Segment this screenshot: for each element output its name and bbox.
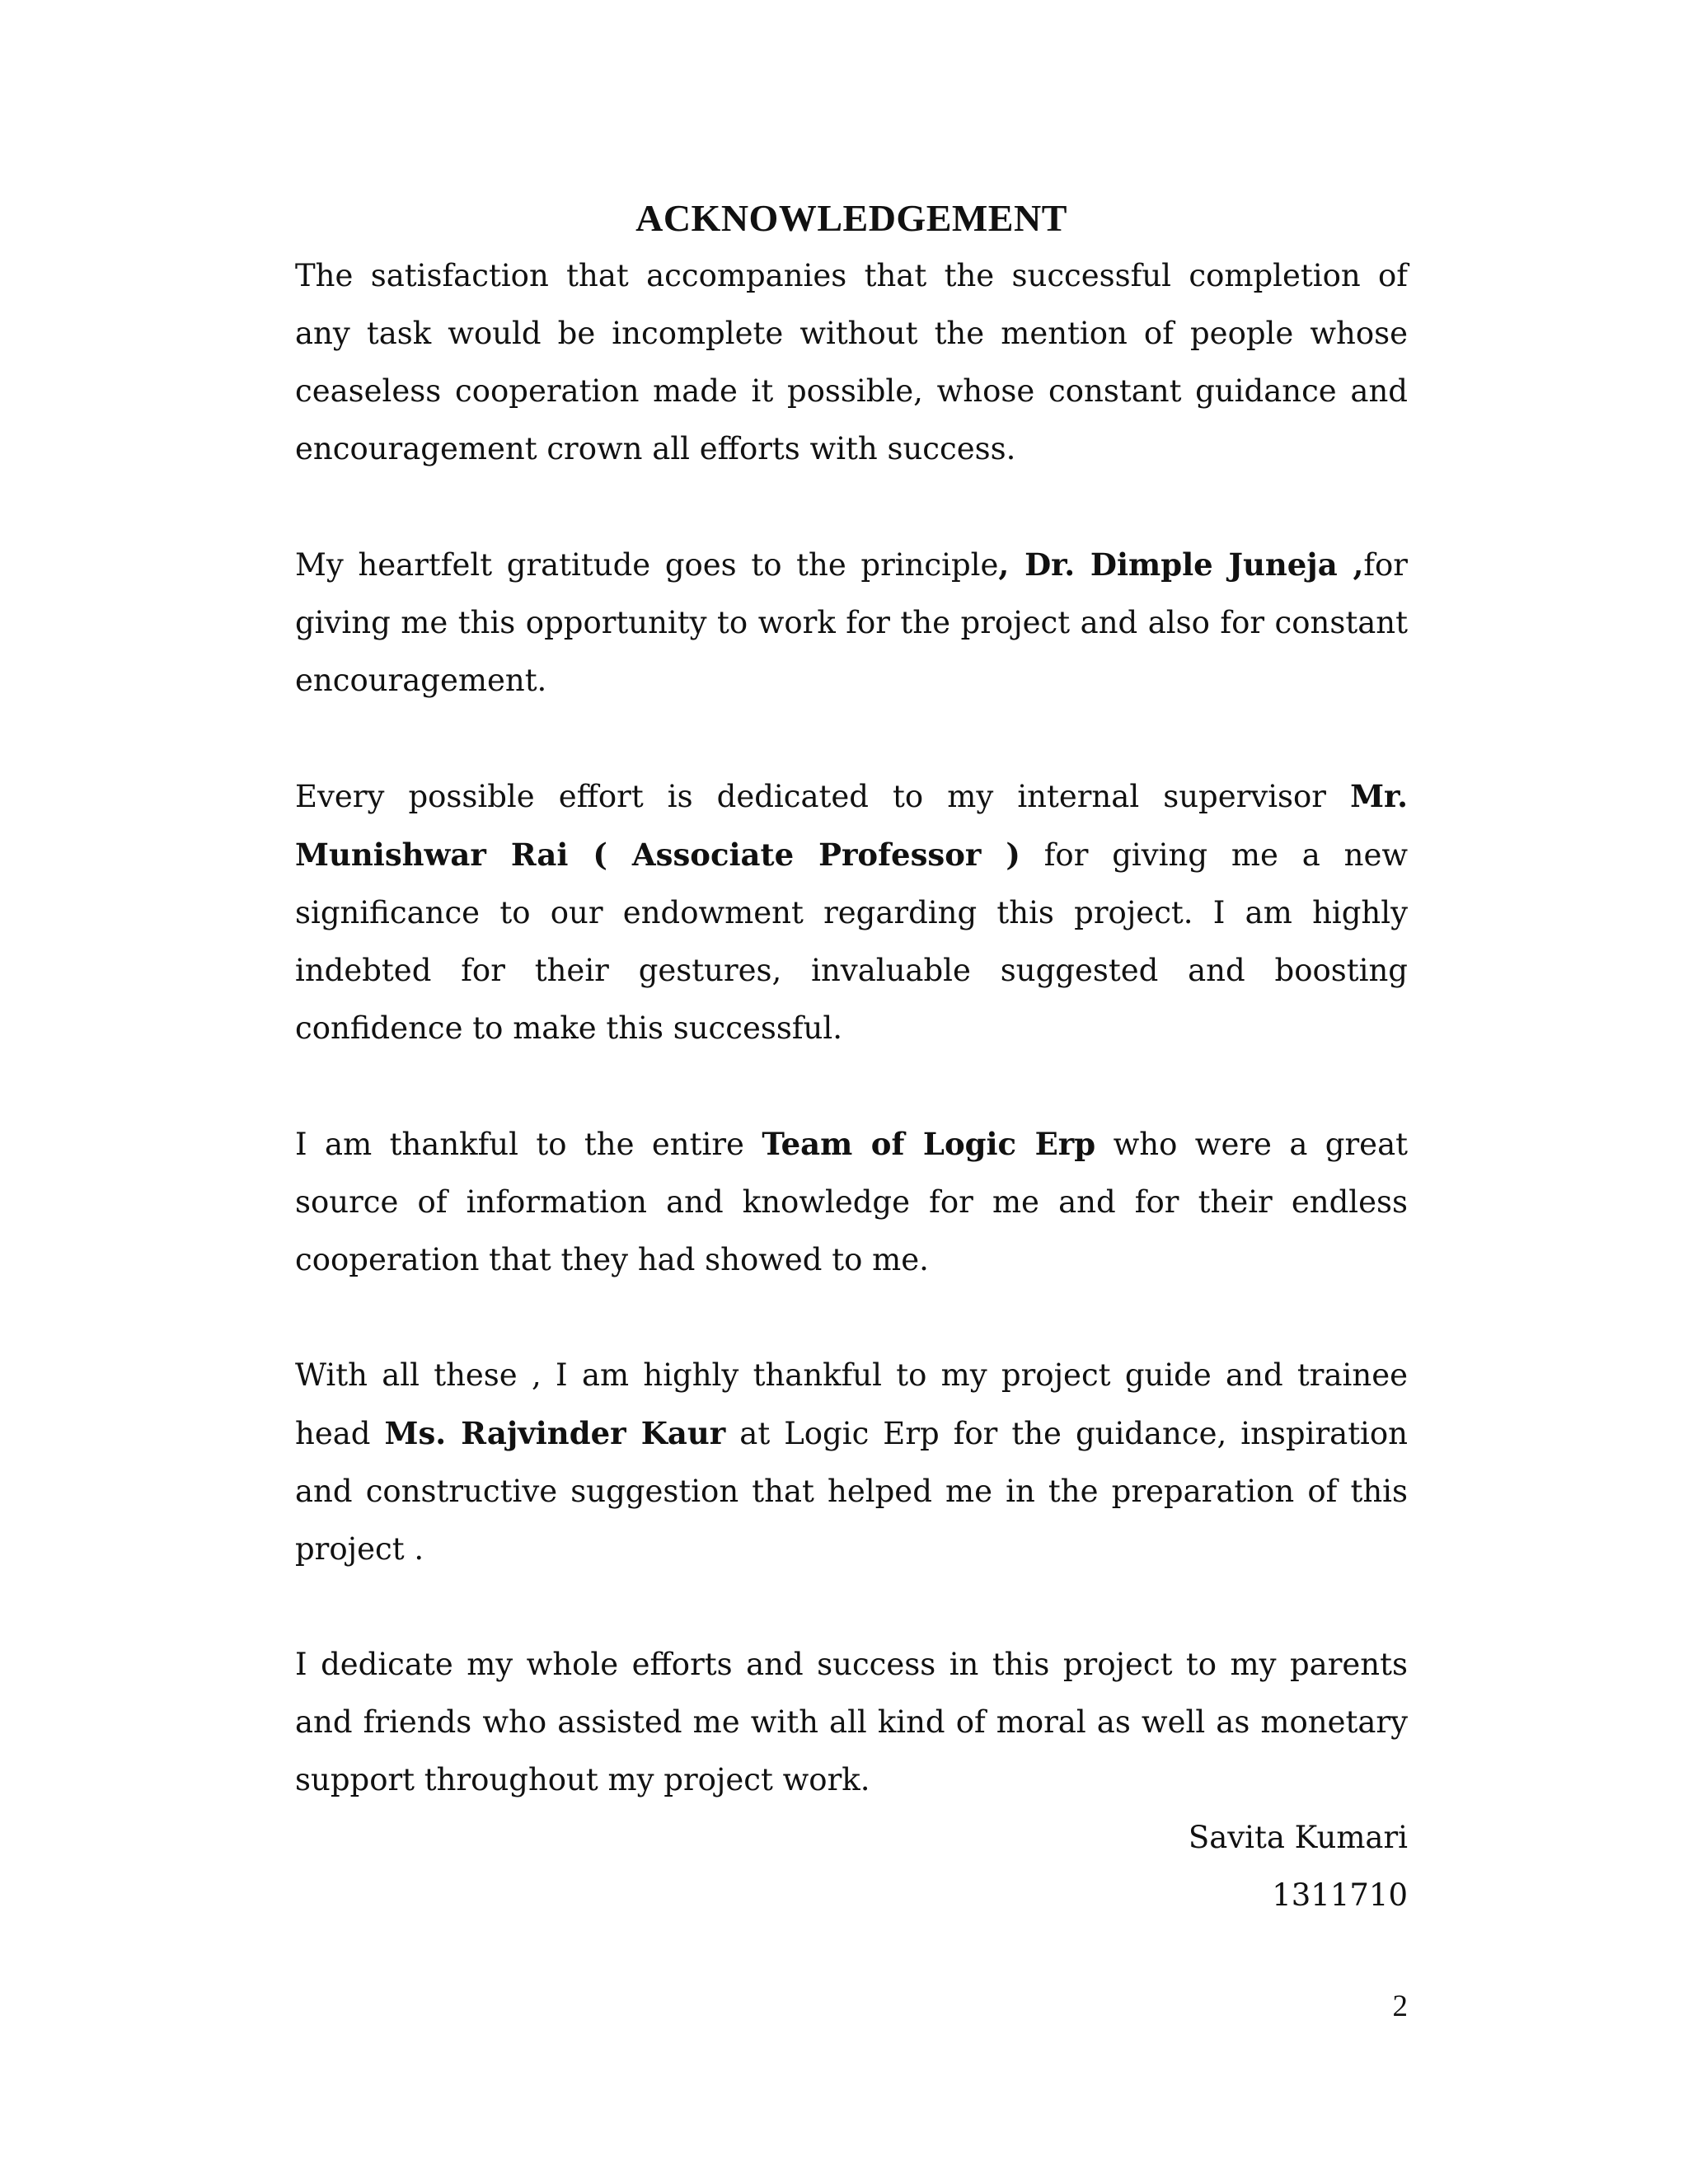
- page-content: [295, 190, 1408, 1924]
- paragraph-team-text-after: who were a great source of information and knowledge for me and for their endless cooperation that they had showed to me.: [295, 1127, 1408, 1277]
- paragraph-supervisor-text-before: Every possible effort is dedicated to my internal supervisor: [295, 779, 1351, 814]
- page-number: 2: [1392, 1990, 1408, 2023]
- team-name: Team of Logic Erp: [762, 1126, 1096, 1162]
- signature-id: 1311710: [1272, 1877, 1408, 1913]
- paragraph-principal-text-before: My heartfelt gratitude goes to the principle: [295, 547, 999, 583]
- paragraph-guide-text-before: With all these , I am highly thankful to my project guide and trainee head: [295, 1357, 1408, 1451]
- paragraph-supervisor: [295, 767, 1408, 1057]
- paragraph-guide-text-after: at Logic Erp for the guidance, inspiration and constructive suggestion that helped me in the preparation of this project .: [295, 1416, 1408, 1567]
- guide-name: Ms. Rajvinder Kaur: [384, 1415, 726, 1451]
- page-title: ACKNOWLEDGEMENT: [635, 197, 1067, 239]
- paragraph-team-text-before: I am thankful to the entire: [295, 1127, 762, 1162]
- signature-block: [295, 1809, 1408, 1924]
- signature-name: Savita Kumari: [1188, 1820, 1408, 1855]
- paragraph-principal-text-after: for giving me this opportunity to work for the project and also for constant encouragement.: [295, 547, 1408, 698]
- paragraph-guide: [295, 1347, 1408, 1578]
- paragraph-intro: The satisfaction that accompanies that the successful completion of any task would be incomplete without the mention of people whose ceaseless cooperation made it possible, whose constant guidance and encouragement crown all efforts with success.: [295, 258, 1408, 466]
- paragraph-team: [295, 1115, 1408, 1289]
- paragraph-dedication: I dedicate my whole efforts and success in this project to my parents and friends who assisted me with all kind of moral as well as monetary support throughout my project work.: [295, 1647, 1408, 1797]
- paragraph-principal: [295, 536, 1408, 710]
- principal-name: , Dr. Dimple Juneja ,: [998, 546, 1364, 583]
- paragraph-supervisor-text-after: for giving me a new significance to our endowment regarding this project. I am highly indebted for their gestures, invaluable suggested and boosting confidence to make this successful.: [295, 837, 1409, 1046]
- supervisor-name: Mr. Munishwar Rai ( Associate Professor ): [295, 778, 1408, 873]
